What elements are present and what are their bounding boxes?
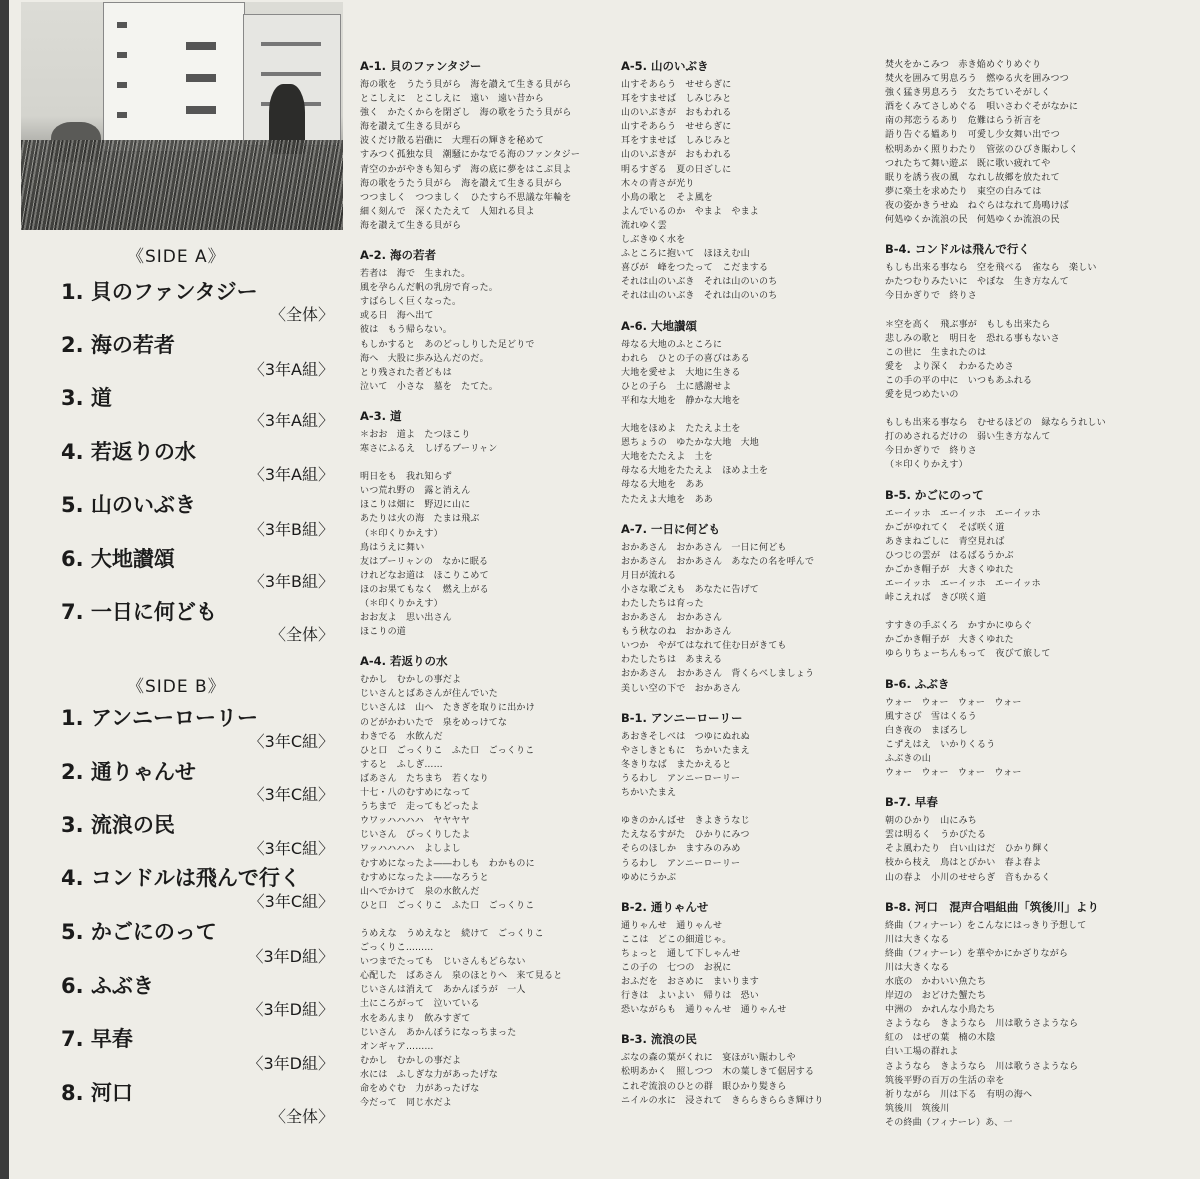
lyric-line: 愛を見つめたいの	[885, 389, 959, 400]
lyric-line: わたしたちは あまえる	[621, 655, 723, 666]
lyric-line: ウォー ウォー ウォー ウォー	[885, 697, 1022, 708]
song-lyrics	[621, 899, 879, 1018]
lyric-line: 木々の青さが光り	[621, 178, 695, 189]
side-b-track-6-performer: 〈3年D組〉	[247, 1000, 334, 1019]
lyric-line: おふだを おさめに まいります	[621, 977, 760, 988]
lyric-line: 風を孕らんだ帆の乳房で育った。	[360, 283, 499, 294]
song-heading: B-7. 早春	[885, 795, 938, 810]
lyric-line: もしも出来る事なら むせるほどの 緑ならうれしい	[885, 418, 1106, 429]
song-lyrics	[621, 521, 879, 696]
lyric-line: 夜の姿かきうせぬ ねぐらはなれて鳥鳴けば	[885, 200, 1070, 211]
lyric-line: たたえよ大地を ああ	[621, 494, 714, 505]
lyric-line: 行きは よいよい 帰りは 恐い	[621, 991, 760, 1002]
side-a-track-2-performer: 〈3年A組〉	[248, 360, 334, 379]
lyric-line: こずえはえ いかりくるう	[885, 739, 996, 750]
lyric-line	[885, 605, 1143, 619]
lyric-line: 山のいぶきが おもわれる	[621, 108, 732, 119]
lyric-line: 雲は明るく うかびたる	[885, 830, 987, 841]
lyric-line: うめえな うめえなと 続けて ごっくりこ	[360, 928, 544, 939]
lyric-line: 心配した ばあさん 泉のほとりへ 来て見ると	[360, 971, 563, 982]
lyric-line: 酒をくみてさしめぐる 唄いさわぐそがなかに	[885, 102, 1079, 113]
lyric-line: 寒さにふるえ しげるブーリャン	[360, 443, 498, 454]
song-lyrics	[621, 1031, 879, 1107]
lyric-line: この手の平の中に いつもあふれる	[885, 375, 1033, 386]
lyric-line: うるわし アンニーローリー	[621, 858, 741, 869]
lyric-line: 白き夜の まぼろし	[885, 725, 968, 736]
lyric-line: かたつむりみたいに やぼな 生き方なんて	[885, 277, 1070, 288]
lyric-line: 悲しみの歌と 明日を 恐れる事もないさ	[885, 333, 1060, 344]
song-lyrics	[885, 58, 1143, 227]
side-a-track-3-performer: 〈3年A組〉	[248, 411, 334, 430]
lyric-line: いつまでたっても じいさんもどらない	[360, 957, 526, 968]
song-lyrics	[360, 653, 618, 1110]
lyric-line: ここは どこの細道じゃ。	[621, 934, 732, 945]
lyric-line: つつましく つつましく ひたすら不思議な年輪を	[360, 192, 572, 203]
lyric-line: もしも出来る事なら 空を飛べる 雀なら 楽しい	[885, 263, 1097, 274]
lyric-line: 水底の かわいい魚たち	[885, 976, 987, 987]
lyric-line: ひつじの雲が はるばるうかぶ	[885, 550, 1014, 561]
lyric-line: あおきそしべは つゆにぬれぬ	[621, 731, 750, 742]
sleeve-edge	[0, 0, 9, 1179]
song-heading: B-6. ふぶき	[885, 676, 950, 691]
lyric-line: むかし むかしの事だよ	[360, 675, 462, 686]
side-a-title: 《SIDE A》	[127, 247, 226, 267]
lyric-line: 耳をすませば しみじみと	[621, 94, 732, 105]
song-heading: B-1. アンニーローリー	[621, 710, 743, 725]
song-heading: A-5. 山のいぶき	[621, 59, 709, 73]
song-heading: A-7. 一日に何ども	[621, 521, 721, 536]
lyric-line: オンギャア………	[360, 1041, 434, 1052]
song-lyrics	[885, 241, 1143, 472]
lyric-line: ちかいたまえ	[621, 788, 677, 799]
lyric-line: うちまで 走ってもどったよ	[360, 802, 480, 813]
lyric-line: 命をめぐむ 力があったげな	[360, 1084, 480, 1094]
lyric-line: もしかすると あのどっしりした足どりで	[360, 339, 535, 350]
lyric-line	[885, 402, 1143, 416]
lyric-line: ほのお果てもなく 燃え上がる	[360, 584, 489, 595]
lyric-line: 十七・八のむすめになって	[360, 788, 471, 799]
lyric-line: 恩ちょうの ゆたかな大地 大地	[621, 438, 760, 449]
lyric-line: かごかき帽子が 大きくゆれた	[885, 635, 1014, 646]
lyric-line: とり残された者どもは	[360, 367, 453, 378]
lyric-line: 明日をも 我れ知らず	[360, 472, 453, 483]
lyric-line: 平和な大地を 静かな大地を	[621, 395, 741, 406]
song-lyrics	[360, 247, 618, 394]
lyric-line: 恐いながらも 通りゃんせ 通りゃんせ	[621, 1005, 787, 1016]
lyric-line: エーイッホ エーイッホ エーイッホ	[885, 508, 1041, 519]
lyric-line: たえなるすがた ひかりにみつ	[621, 830, 750, 841]
lyric-line: 大地を愛せよ 大地に生きる	[621, 367, 741, 378]
lyric-line: ワッハハハハ よしよし	[360, 844, 461, 855]
lyric-line: ＊空を高く 飛ぶ事が もしも出来たら	[885, 319, 1051, 330]
lyric-line: （＊印くりかえす）	[360, 599, 443, 609]
lyric-line: 今日かぎりで 終りさ	[885, 446, 978, 457]
side-a-track-1-performer: 〈全体〉	[269, 305, 334, 324]
lyric-line: ごっくりこ………	[360, 943, 434, 954]
side-a-track-5-performer: 〈3年B組〉	[248, 520, 334, 539]
lyric-line: 若者は 海で 生まれた。	[360, 269, 471, 280]
lyric-line: すすきの手ぶくろ かすかにゆらぐ	[885, 621, 1033, 632]
lyric-line: 朝のひかり 山にみち	[885, 816, 978, 827]
lyric-line: 川は大きくなる	[885, 934, 950, 945]
lyric-line: ＊おお 道よ たつほこり	[360, 429, 471, 440]
lyric-line: 流れゆく雲	[621, 220, 668, 231]
lyric-line: 母なる大地を ああ	[621, 480, 704, 491]
lyric-line: ちょっと 通して下しゃんせ	[621, 948, 741, 959]
lyric-line: いつ荒れ野の 露と消えん	[360, 486, 471, 497]
lyric-line: 彼は もう帰らない。	[360, 325, 453, 336]
lyric-line: その終曲（フィナーレ）あ、一	[885, 1117, 1013, 1128]
side-a-track-1: 1. 貝のファンタジー	[61, 280, 258, 304]
side-b-track-5: 5. かごにのって	[61, 920, 217, 944]
lyric-line: ウワッハハハハ ヤヤヤヤ	[360, 816, 470, 827]
lyric-line: 冬きりなば またかえると	[621, 759, 732, 770]
lyric-line: それは山のいぶき それは山のいのち	[621, 277, 778, 288]
lyric-line: ゆらりちょーちんもって 夜びて旅して	[885, 649, 1051, 660]
lyric-line: 南の邦恋うるあり 危難はらう祈言を	[885, 116, 1042, 127]
side-b-track-6: 6. ふぶき	[61, 974, 154, 998]
side-a-track-4: 4. 若返りの水	[61, 440, 196, 464]
lyric-line: 終曲（フィナーレ）を華やかにかざりながら	[885, 948, 1069, 959]
lyric-line: 愛を より深く わかるためさ	[885, 361, 1014, 372]
lyric-line: 何処ゆくか流浪の民 何処ゆくか流浪の民	[885, 215, 1060, 226]
lyric-line: ほこりの道	[360, 627, 407, 638]
lyric-line: 或る日 海へ出て	[360, 311, 434, 322]
lyric-line: 岸辺の おどけた蟹たち	[885, 991, 987, 1002]
lyric-line: 打のめされるだけの 弱い生き方なんて	[885, 432, 1051, 443]
lyric-line: 友はブーリャンの なかに眠る	[360, 556, 489, 567]
side-a-track-3: 3. 道	[61, 386, 112, 410]
side-a-track-7: 7. 一日に何ども	[61, 600, 217, 624]
lyric-line: そよ風わたり 白い山はだ ひかり輝く	[885, 844, 1051, 855]
lyric-line: 大地をたたえよ 土を	[621, 452, 714, 463]
lyric-line: わきでる 水飲んだ	[360, 731, 443, 742]
lyric-line: ほこりは畑に 野辺に山に	[360, 500, 471, 511]
song-heading: A-2. 海の若者	[360, 248, 437, 263]
lyric-line: けれどなお道は ほこりこめて	[360, 570, 489, 581]
lyric-line: 大地をほめよ たたえよ土を	[621, 424, 741, 435]
lyric-line: ニイルの水に 浸されて きららきららき輝けり	[621, 1095, 824, 1106]
lyric-line: すみつく孤独な貝 潮騒にかなでる海のファンタジー	[360, 150, 581, 161]
lyric-line: しぶきゆく水を	[621, 235, 686, 246]
side-b-track-7: 7. 早春	[61, 1027, 133, 1051]
lyric-line: 強く かたくからを閉ざし 海の歌をうたう貝がら	[360, 108, 572, 119]
lyric-line: 土にころがって 泣いている	[360, 999, 480, 1010]
lyric-line: 峠こえれば きび咲く道	[885, 593, 987, 604]
side-a-track-6-performer: 〈3年B組〉	[248, 572, 334, 591]
lyric-line: よんでいるのか やまよ やまよ	[621, 206, 760, 217]
side-b-track-2: 2. 通りゃんせ	[61, 760, 196, 784]
lyric-line: 強く猛き男息ろう 女たちていそがしく	[885, 88, 1051, 99]
side-b-track-8-performer: 〈全体〉	[269, 1107, 334, 1126]
lyric-line: おお友よ 思い出さん	[360, 613, 453, 624]
side-a-track-7-performer: 〈全体〉	[269, 625, 334, 644]
lyric-line: 耳をすませば しみじみと	[621, 136, 732, 147]
lyric-line: 喜びが 峰をつたって こだまする	[621, 263, 769, 274]
lyric-line: 小さな歌ごえも あなたに告げて	[621, 584, 760, 595]
lyric-line: 風すさび 雪はくるう	[885, 711, 978, 722]
lyric-line: とこしえに とこしえに 遠い 遠い昔から	[360, 94, 545, 105]
song-lyrics	[621, 318, 879, 507]
lyric-line: むかし むかしの事だよ	[360, 1055, 462, 1066]
lyric-line: （＊印くりかえす）	[360, 528, 443, 539]
lyric-line: おかあさん おかあさん 一日に何ども	[621, 542, 787, 553]
song-lyrics	[360, 58, 618, 233]
lyric-line: 松明あかく照りわたり 管弦のひびき賑わしく	[885, 144, 1079, 155]
side-b-track-8: 8. 河口	[61, 1081, 133, 1105]
side-b-track-4: 4. コンドルは飛んで行く	[61, 866, 301, 890]
lyric-line: 白い工場の群れよ	[885, 1047, 959, 1058]
lyrics-column-2	[621, 58, 879, 1122]
lyric-line: 泣いて 小さな 墓を たてた。	[360, 381, 499, 392]
lyric-line	[885, 303, 1143, 317]
song-heading: B-2. 通りゃんせ	[621, 899, 709, 914]
lyric-line: かごがゆれてく そば咲く道	[885, 522, 1005, 533]
side-a-track-6: 6. 大地讃頌	[61, 547, 175, 571]
lyric-line: われら ひとの子の喜びはある	[621, 353, 750, 364]
lyric-line: そらのほしか ますみのみめ	[621, 844, 741, 855]
lyric-line: ひと口 ごっくりこ ふた口 ごっくりこ	[360, 745, 535, 756]
lyric-line: 月日が流れる	[621, 570, 677, 581]
lyric-line: （＊印くりかえす）	[885, 460, 968, 471]
lyric-line: じいさんは 山へ たきぎを取りに出かけ	[360, 703, 535, 714]
lyric-line: ウォー ウォー ウォー ウォー	[885, 768, 1022, 779]
side-a-track-2: 2. 海の若者	[61, 333, 175, 357]
lyric-line: 母なる大地をたたえよ ほめよ土を	[621, 466, 769, 477]
lyric-line: 母なる大地のふところに	[621, 339, 723, 350]
lyric-line: 夢に楽土を求めたり 東空の白みては	[885, 186, 1042, 197]
song-lyrics	[621, 710, 879, 885]
lyric-line: 細く刻んで 深くたたえて 人知れる貝よ	[360, 206, 535, 217]
side-b-track-7-performer: 〈3年D組〉	[247, 1054, 334, 1073]
lyric-line: 水には ふしぎな力があったげな	[360, 1069, 498, 1080]
lyric-line: ふぶきの山	[885, 753, 932, 764]
lyric-line: 水をあんまり 飲みすぎて	[360, 1013, 471, 1024]
lyric-line: エーイッホ エーイッホ エーイッホ	[885, 579, 1041, 589]
side-b-track-5-performer: 〈3年D組〉	[247, 947, 334, 966]
lyric-line: むすめになったよ――わしも わかものに	[360, 858, 535, 869]
lyric-line: 海へ 大股に歩み込んだのだ。	[360, 353, 489, 364]
lyric-line: じいさんとばあさんが住んでいた	[360, 689, 499, 700]
side-b-title: 《SIDE B》	[127, 677, 226, 697]
lyric-line: むすめになったよ――なろうと	[360, 872, 489, 883]
lyric-line: いつか やがてはなれて住む日がきても	[621, 641, 787, 652]
lyric-line: じいさん あかんぼうになっちまった	[360, 1027, 517, 1038]
song-heading: A-1. 貝のファンタジー	[360, 59, 482, 73]
lyric-line: 筑後川 筑後川	[885, 1103, 950, 1114]
side-b-track-1: 1. アンニーローリー	[61, 706, 259, 730]
lyric-line: ひとの子ら 土に感謝せよ	[621, 381, 732, 392]
lyric-line: 焚火を囲みて男息ろう 燃ゆる火を囲みつつ	[885, 74, 1069, 85]
lyric-line: ゆきのかんばせ きよきうなじ	[621, 816, 750, 827]
side-a-track-4-performer: 〈3年A組〉	[248, 465, 334, 484]
lyric-line: ひと口 ごっくりこ ふた口 ごっくりこ	[360, 900, 535, 911]
lyrics-column-1	[360, 58, 618, 1124]
song-lyrics	[885, 794, 1143, 884]
lyric-line	[360, 913, 618, 927]
lyric-sheet	[9, 0, 1200, 1179]
song-lyrics	[885, 487, 1143, 662]
lyric-line: あたりは火の海 たまは飛ぶ	[360, 514, 480, 525]
lyric-line: のどがかわいたで 泉をめっけてな	[360, 717, 508, 728]
lyric-line: 筑後平野の百万の生活の幸を	[885, 1075, 1005, 1086]
lyric-line: ばあさん たちまち 若くなり	[360, 773, 489, 784]
song-heading: B-5. かごにのって	[885, 487, 984, 502]
lyric-line: この世に 生まれたのは	[885, 347, 987, 358]
lyric-line: おかあさん おかあさん	[621, 613, 723, 624]
song-heading: A-6. 大地讃頌	[621, 318, 698, 333]
lyric-line: 山のいぶきが おもわれる	[621, 150, 732, 161]
side-b-track-2-performer: 〈3年C組〉	[248, 785, 334, 804]
lyric-line: 海を讃えて生きる貝がら	[360, 122, 462, 133]
lyric-line: 海を讃えて生きる貝がら	[360, 220, 462, 231]
school-building-photo	[21, 2, 343, 230]
lyric-line	[360, 456, 618, 470]
lyric-line	[621, 800, 879, 814]
lyric-line: さようなら きようなら 川は歌うさようなら	[885, 1061, 1079, 1072]
lyric-line: あきまねごしに 青空見れば	[885, 536, 1005, 547]
lyric-line: 波くだけ散る岩礁に 大理石の輝きを秘めて	[360, 136, 545, 147]
lyric-line: 海の歌を うたう貝がら 海を讃えて生きる貝がら	[360, 80, 572, 90]
lyric-line: 焚火をかこみつ 赤き焔めぐりめぐり	[885, 60, 1042, 70]
lyric-line: わたしたちは育った	[621, 599, 704, 609]
song-heading: B-4. コンドルは飛んで行く	[885, 242, 1030, 257]
song-lyrics	[621, 58, 879, 304]
lyric-line: おかあさん おかあさん あなたの名を呼んで	[621, 556, 815, 567]
lyric-line: 青空のかがやきも知らず 海の底に夢をはこぶ貝よ	[360, 164, 572, 175]
lyric-line: 海の歌をうたう貝がら 海を讃えて生きる貝がら	[360, 178, 563, 189]
song-heading: B-8. 河口 混声合唱組曲「筑後川」より	[885, 899, 1099, 914]
song-lyrics	[885, 676, 1143, 781]
lyric-line: 中洲の かれんな小鳥たち	[885, 1005, 996, 1016]
lyric-line: 語り告ぐる媼あり 可愛し少女舞い出でつ	[885, 130, 1060, 141]
lyric-line: 終曲（フィナーレ）をこんなにはっきり予想して	[885, 920, 1087, 931]
lyric-line: 美しい空の下で おかあさん	[621, 683, 741, 694]
lyric-line: つれたちて舞い遊ぶ 既に歌い疲れてや	[885, 158, 1051, 169]
lyric-line: さようなら きようなら 川は歌うさようなら	[885, 1019, 1079, 1030]
lyrics-column-3	[885, 58, 1143, 1144]
side-b-track-3: 3. 流浪の民	[61, 813, 175, 837]
song-heading: A-3. 道	[360, 408, 402, 423]
lyric-line: じいさん びっくりしたよ	[360, 830, 471, 841]
lyric-line: 明るすぎる 夏の日ざしに	[621, 164, 732, 175]
lyric-line: 眠りを誘う夜の風 なれし故郷を放たれて	[885, 172, 1060, 183]
lyric-line: すると ふしぎ……	[360, 759, 443, 770]
lyric-line: おかあさん おかあさん 背くらべしましょう	[621, 669, 815, 680]
song-heading: B-3. 流浪の民	[621, 1032, 697, 1047]
lyric-line: 川は大きくなる	[885, 962, 950, 973]
lyric-line: ふところに抱いて ほほえむ山	[621, 249, 750, 260]
song-heading: A-4. 若返りの水	[360, 654, 448, 669]
lyric-line: 小鳥の歌と そよ風を	[621, 192, 714, 203]
lyric-line: 祈りながら 川は下る 有明の海へ	[885, 1089, 1033, 1100]
lyric-line: やさしきともに ちかいたまえ	[621, 745, 750, 756]
lyric-line: ぶなの森の葉がくれに 宴ほがい賑わしや	[621, 1053, 796, 1064]
lyric-line	[621, 408, 879, 422]
side-b-track-4-performer: 〈3年C組〉	[248, 892, 334, 911]
lyric-line: かごかき帽子が 大きくゆれた	[885, 564, 1014, 575]
side-b-track-3-performer: 〈3年C組〉	[248, 839, 334, 858]
song-lyrics	[360, 408, 618, 639]
side-b-track-1-performer: 〈3年C組〉	[248, 732, 334, 751]
lyric-line: ゆめにうかぶ	[621, 872, 677, 883]
lyric-line: もう秋なのね おかあさん	[621, 627, 732, 638]
lyric-line: これぞ流浪のひとの群 眼ひかり髪きら	[621, 1081, 787, 1092]
track-list	[19, 232, 344, 1179]
lyric-line: 山へでかけて 泉の水飲んだ	[360, 886, 480, 897]
lyric-line: うるわし アンニーローリー	[621, 773, 741, 784]
song-lyrics	[885, 899, 1143, 1130]
lyric-line: 山すそあらう せせらぎに	[621, 122, 732, 133]
lyric-line: じいさんは消えて あかんぼうが 一人	[360, 985, 526, 996]
lyric-line: 通りゃんせ 通りゃんせ	[621, 920, 723, 931]
lyric-line: 今日かぎりで 終りさ	[885, 291, 978, 302]
lyric-line: 今だって 同じ水だよ	[360, 1098, 453, 1109]
lyric-line: すばらしく巨くなった。	[360, 297, 462, 308]
lyric-line: この子の 七つの お祝に	[621, 962, 732, 973]
lyric-line: 山の春よ 小川のせせらぎ 音もかるく	[885, 872, 1051, 883]
lyric-line: 枝から枝え 鳥はとびかい 春よ春よ	[885, 858, 1042, 869]
lyric-line: 松明あかく 照しつつ 木の葉しきて倨居する	[621, 1067, 815, 1078]
lyric-line: 鳥はうえに舞い	[360, 542, 425, 553]
lyric-line: 山すそあらう せせらぎに	[621, 80, 732, 90]
lyric-line: 紅の はぜの葉 楠の木陰	[885, 1033, 996, 1044]
side-a-track-5: 5. 山のいぶき	[61, 493, 196, 517]
lyric-line: それは山のいぶき それは山のいのち	[621, 291, 778, 302]
